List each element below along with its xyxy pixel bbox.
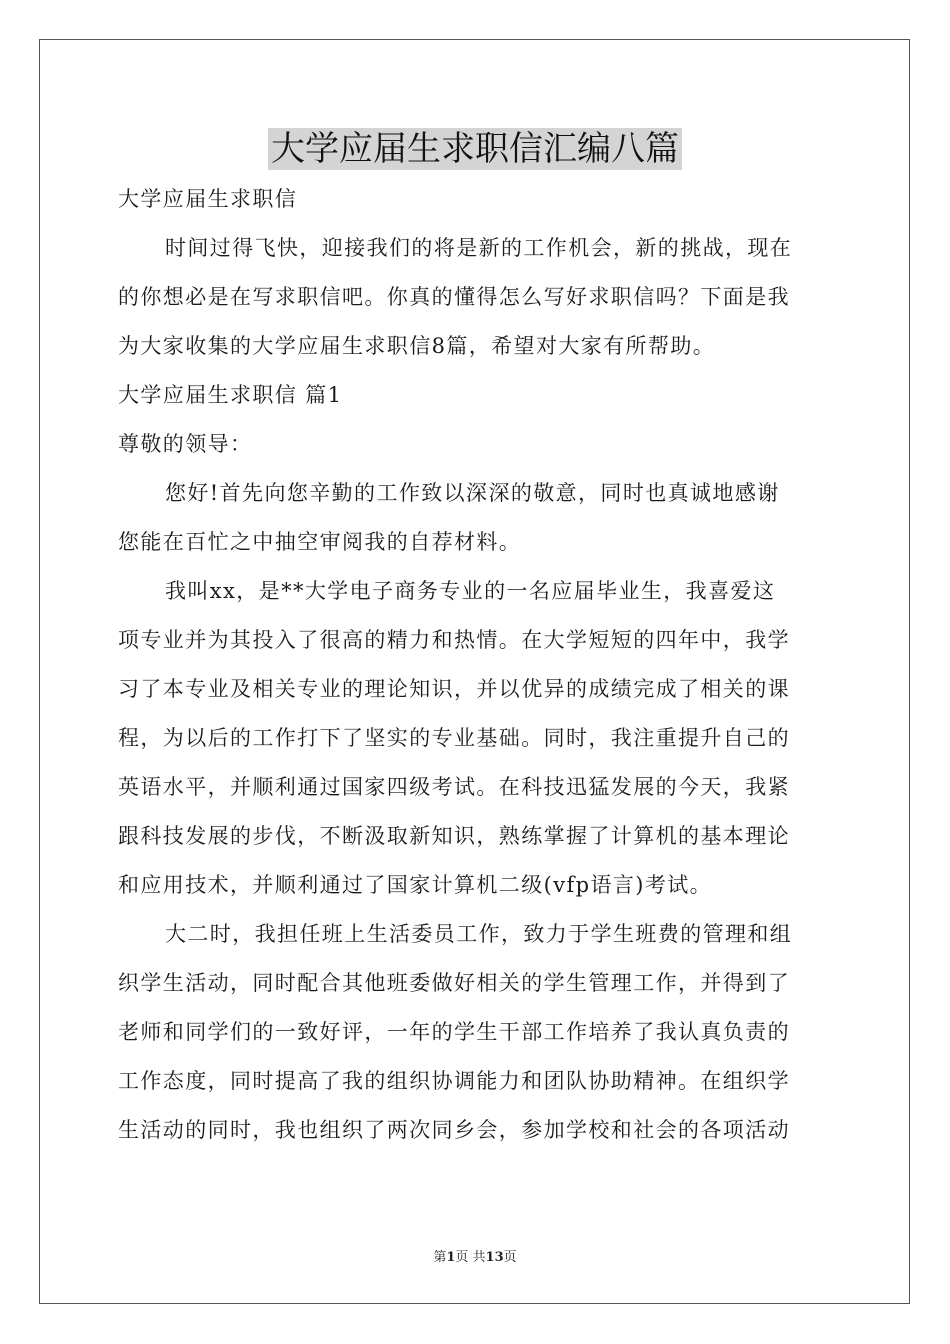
document-body — [118, 175, 834, 1155]
text-line: 大学应届生求职信 篇1 — [118, 383, 343, 407]
footer-suffix: 页 — [503, 1250, 517, 1265]
current-page-number: 1 — [446, 1250, 456, 1265]
text-line: 织学生活动，同时配合其他班委做好相关的学生管理工作，并得到了 — [118, 971, 790, 995]
text-line: 大二时，我担任班上生活委员工作，致力于学生班费的管理和组 — [165, 922, 793, 946]
title-container — [0, 128, 950, 170]
footer-middle: 页 共 — [455, 1250, 486, 1265]
text-line: 和应用技术，并顺利通过了国家计算机二级(vfp语言)考试。 — [118, 873, 713, 897]
text-line: 大学应届生求职信 — [118, 187, 298, 211]
text-line: 工作态度，同时提高了我的组织协调能力和团队协助精神。在组织学 — [118, 1069, 790, 1093]
text-line: 您能在百忙之中抽空审阅我的自荐材料。 — [118, 530, 522, 554]
footer-prefix: 第 — [433, 1250, 447, 1265]
text-line: 的你想必是在写求职信吧。你真的懂得怎么写好求职信吗？下面是我 — [118, 285, 790, 309]
page-footer — [0, 1246, 950, 1265]
text-line: 生活动的同时，我也组织了两次同乡会，参加学校和社会的各项活动 — [118, 1118, 790, 1142]
text-line: 老师和同学们的一致好评，一年的学生干部工作培养了我认真负责的 — [118, 1020, 790, 1044]
text-line: 为大家收集的大学应届生求职信8篇，希望对大家有所帮助。 — [118, 334, 716, 358]
text-line: 英语水平，并顺利通过国家四级考试。在科技迅猛发展的今天，我紧 — [118, 775, 790, 799]
text-line: 程，为以后的工作打下了坚实的专业基础。同时，我注重提升自己的 — [118, 726, 790, 750]
text-line: 时间过得飞快，迎接我们的将是新的工作机会，新的挑战，现在 — [165, 236, 793, 260]
text-line: 您好!首先向您辛勤的工作致以深深的敬意，同时也真诚地感谢 — [165, 481, 780, 505]
document-title: 大学应届生求职信汇编八篇 — [268, 128, 682, 170]
text-line: 尊敬的领导： — [118, 432, 253, 456]
text-line: 跟科技发展的步伐，不断汲取新知识，熟练掌握了计算机的基本理论 — [118, 824, 790, 848]
text-line: 我叫xx，是**大学电子商务专业的一名应届毕业生，我喜爱这 — [165, 579, 776, 603]
text-line: 习了本专业及相关专业的理论知识，并以优异的成绩完成了相关的课 — [118, 677, 790, 701]
total-page-count: 13 — [485, 1250, 504, 1265]
text-line: 项专业并为其投入了很高的精力和热情。在大学短短的四年中，我学 — [118, 628, 790, 652]
